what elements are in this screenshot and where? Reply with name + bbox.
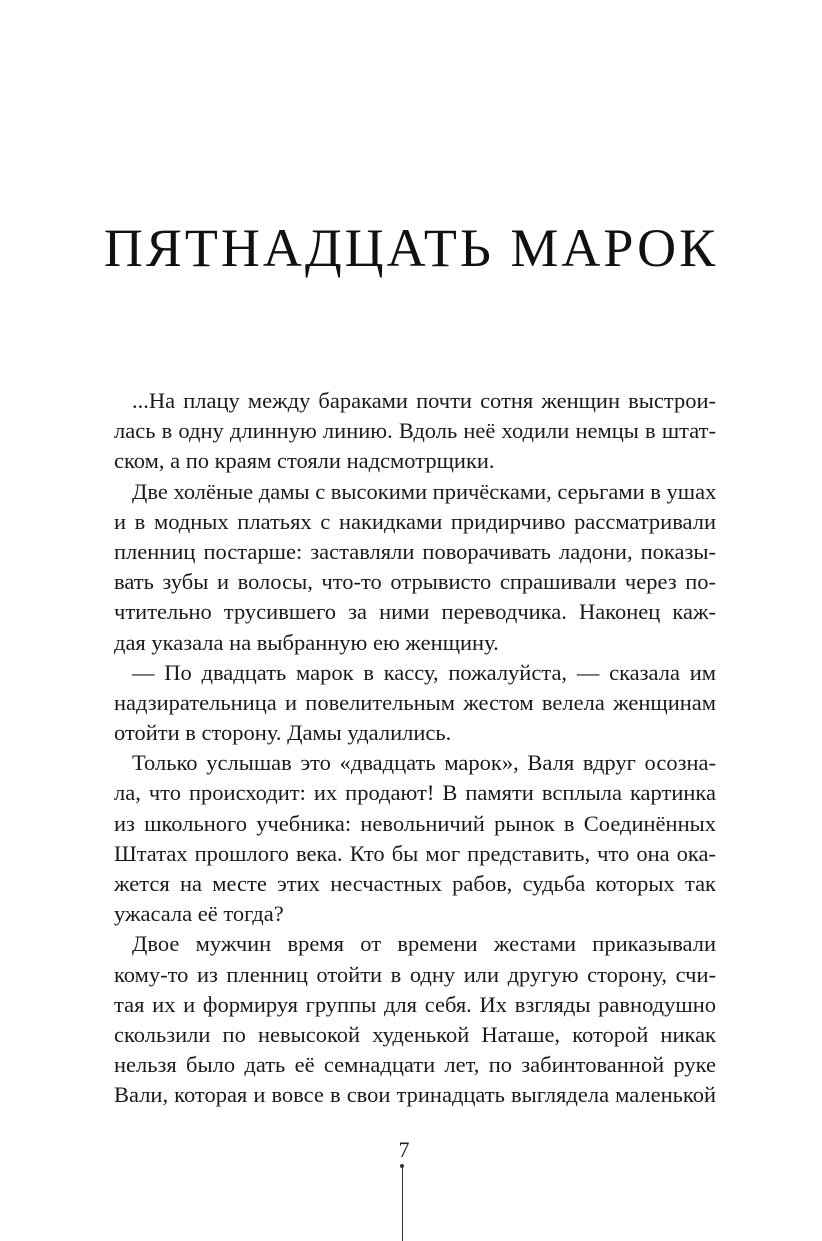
text-line: — По двадцать марок в кассу, пожалуйста, — сказала им bbox=[132, 659, 716, 685]
text-line: кому-то из пленниц отойти в одну или другую сторону, счи- bbox=[114, 961, 716, 987]
text-line: скользили по невысокой худенькой Наташе, которой никак bbox=[114, 1021, 716, 1047]
text-line: Только услышав это «двадцать марок», Валя вдруг осозна- bbox=[132, 750, 716, 776]
text-line: вать зубы и волосы, что-то отрывисто спрашивали через по- bbox=[114, 569, 716, 595]
text-line: нельзя было дать её семнадцати лет, по забинтованной руке bbox=[114, 1052, 716, 1078]
text-line: чтительно трусившего за ними переводчика. Наконец каж- bbox=[114, 599, 716, 625]
text-line: ужасала её тогда? bbox=[114, 901, 284, 927]
text-line: ...На плацу между бараками почти сотня женщин выстрои- bbox=[132, 388, 716, 413]
text-line: Две холёные дамы с высокими причёсками, серьгами в ушах bbox=[132, 478, 717, 504]
text-line: пленниц постарше: заставляли поворачивать ладони, показы- bbox=[114, 538, 716, 564]
chapter-title: ПЯТНАДЦАТЬ МАРОК bbox=[103, 218, 719, 278]
text-line: отойти в сторону. Дамы удалились. bbox=[114, 720, 452, 746]
folio-rule bbox=[402, 1166, 403, 1241]
text-line: дая указала на выбранную ею женщину. bbox=[114, 629, 499, 655]
text-line: ском, а по краям стояли надсмотрщики. bbox=[114, 448, 495, 474]
text-line: Двое мужчин время от времени жестами приказывали bbox=[132, 931, 716, 957]
text-line: тая их и формируя группы для себя. Их взгляды равнодушно bbox=[114, 991, 716, 1017]
body-text bbox=[114, 386, 716, 1111]
text-line: лась в одну длинную линию. Вдоль неё ходили немцы в штат- bbox=[114, 418, 716, 444]
text-line: жется на месте этих несчастных рабов, судьба которых так bbox=[114, 871, 716, 896]
text-line: надзирательница и повелительным жестом велела женщинам bbox=[114, 689, 716, 715]
text-line: и в модных платьях с накидками придирчиво рассматривали bbox=[114, 508, 716, 534]
page-number: 7 bbox=[398, 1137, 410, 1162]
text-line: Вали, которая и вовсе в свои тринадцать выглядела маленькой bbox=[114, 1082, 716, 1108]
text-line: Штатах прошлого века. Кто бы мог представить, что она ока- bbox=[114, 840, 716, 866]
text-line: ла, что происходит: их продают! В памяти всплыла картинка bbox=[114, 780, 716, 806]
text-line: из школьного учебника: невольничий рынок в Соединённых bbox=[114, 810, 716, 836]
